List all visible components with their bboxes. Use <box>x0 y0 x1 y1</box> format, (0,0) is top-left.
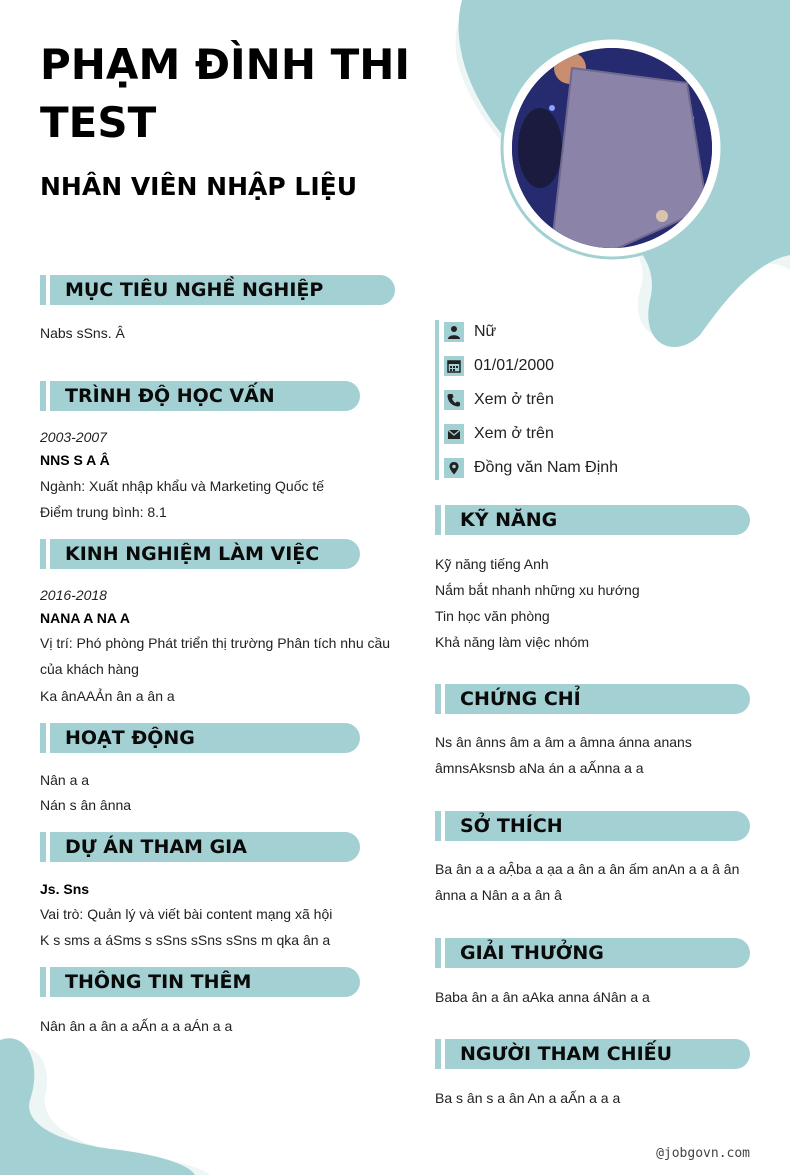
email-value: Xem ở trên <box>474 425 554 442</box>
section-additional-info <box>40 967 360 997</box>
person-icon <box>444 322 464 342</box>
section-title: THÔNG TIN THÊM <box>50 967 360 997</box>
activity-item: Nán s ân ânna <box>40 797 132 813</box>
phone-icon <box>444 390 464 410</box>
phone-value: Xem ở trên <box>474 391 554 408</box>
additional-info-text: Nân ân a ân a aẤn a a aÁn a a <box>40 1018 233 1034</box>
awards-text: Baba ân a ân aAka anna áNân a a <box>435 989 650 1005</box>
section-experience <box>40 539 360 569</box>
email-icon <box>444 424 464 444</box>
personal-address <box>444 457 618 479</box>
experience-company: NANA A NA A <box>40 610 130 626</box>
section-title: CHỨNG CHỈ <box>445 684 750 714</box>
section-projects <box>40 832 360 862</box>
section-activities <box>40 723 360 753</box>
section-title: KINH NGHIỆM LÀM VIỆC <box>50 539 360 569</box>
personal-email <box>444 423 554 445</box>
section-title: MỤC TIÊU NGHỀ NGHIỆP <box>50 275 395 305</box>
education-gpa: Điểm trung bình: 8.1 <box>40 504 167 520</box>
gender-value: Nữ <box>474 323 497 340</box>
section-certificates <box>435 684 750 714</box>
personal-birthday <box>444 355 554 377</box>
section-education <box>40 381 360 411</box>
section-skills <box>435 505 750 535</box>
section-title: SỞ THÍCH <box>445 811 750 841</box>
skill-item: Nắm bắt nhanh những xu hướng <box>435 582 640 598</box>
section-title: GIẢI THƯỞNG <box>445 938 750 968</box>
project-name: Js. Sns <box>40 881 90 897</box>
watermark: @jobgovn.com <box>656 1146 750 1161</box>
references-text: Ba s ân s a ân An a aẤn a a a <box>435 1090 621 1106</box>
section-title: KỸ NĂNG <box>445 505 750 535</box>
education-school: NNS S A Â <box>40 452 110 468</box>
calendar-icon <box>444 356 464 376</box>
hobbies-text: Ba ân a a aẬba a ạa a ân a ân ấm anAn a a â ân ânna a Nân a a ân â <box>435 861 740 903</box>
education-period: 2003-2007 <box>40 429 107 445</box>
section-title: TRÌNH ĐỘ HỌC VẤN <box>50 381 360 411</box>
job-title: NHÂN VIÊN NHẬP LIỆU <box>40 172 358 201</box>
experience-detail: Ka ânAAẢn ân a ân a <box>40 688 175 704</box>
candidate-name: PHẠM ĐÌNH THI TEST <box>40 40 411 147</box>
section-career-objective <box>40 275 395 305</box>
section-awards <box>435 938 750 968</box>
experience-position: Vị trí: Phó phòng Phát triển thị trường Phân tích nhu cầu của khách hàng <box>40 635 391 677</box>
project-role: Vai trò: Quản lý và viết bài content mạng xã hội <box>40 906 333 922</box>
section-title: HOẠT ĐỘNG <box>50 723 360 753</box>
skill-item: Khả năng làm việc nhóm <box>435 634 590 650</box>
skill-item: Tin học văn phòng <box>435 608 550 624</box>
profile-photo <box>512 48 712 248</box>
skill-item: Kỹ năng tiếng Anh <box>435 556 549 572</box>
personal-gender <box>444 321 496 343</box>
personal-info-line <box>435 320 439 480</box>
section-references <box>435 1039 750 1069</box>
address-value: Đồng văn Nam Định <box>474 459 619 476</box>
section-title: NGƯỜI THAM CHIẾU <box>445 1039 750 1069</box>
education-major: Ngành: Xuất nhập khẩu và Marketing Quốc tế <box>40 478 325 494</box>
personal-phone <box>444 389 554 411</box>
project-detail: K s sms a áSms s sSns sSns sSns m qka ân a <box>40 932 331 948</box>
section-title: DỰ ÁN THAM GIA <box>50 832 360 862</box>
career-objective-text: Nabs sSns. Â <box>40 325 125 341</box>
certificates-text: Ns ân ânns âm a âm a âmna ánna anans âmnsAksnsb aNa án a aẤnna a a <box>435 734 692 776</box>
experience-period: 2016-2018 <box>40 587 107 603</box>
location-icon <box>444 458 464 478</box>
birthday-value: 01/01/2000 <box>474 357 555 374</box>
activity-item: Nân a a <box>40 772 90 788</box>
section-hobbies <box>435 811 750 841</box>
